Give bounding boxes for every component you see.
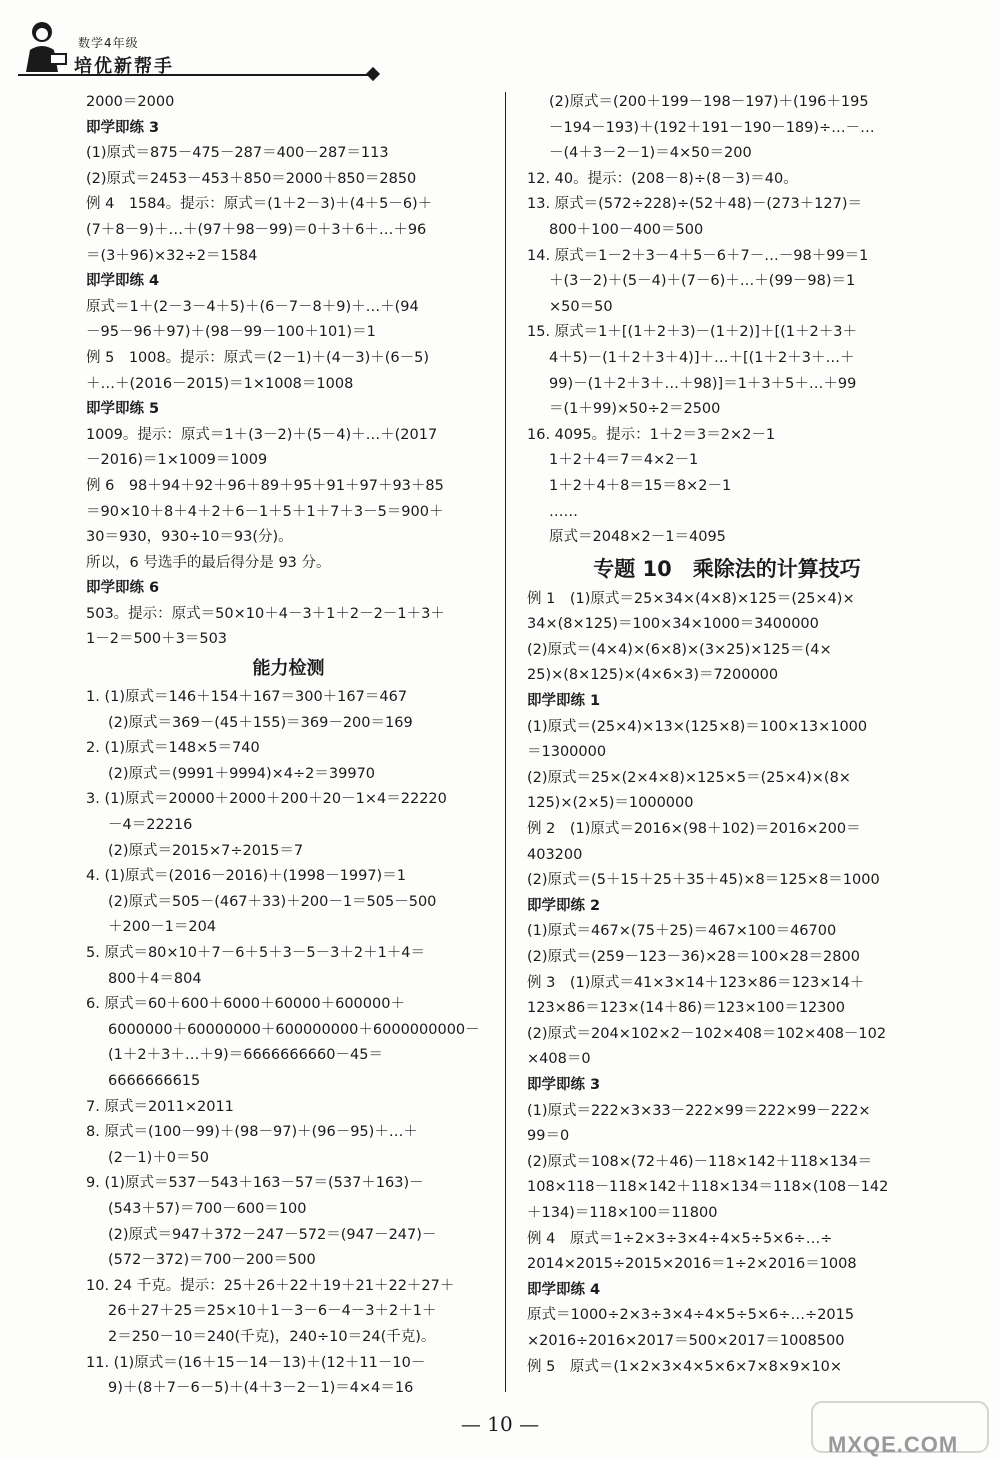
left-subheading: 即学即练 4 [86, 273, 160, 290]
right-text-line: 99)－(1＋2＋3＋…＋98)]＝1＋3＋5＋…＋99 [549, 375, 857, 392]
left-text-line: 所以，6 号选手的最后得分是 93 分。 [86, 554, 331, 571]
left-text-line: 11. (1)原式＝(16＋15－14－13)＋(12＋11－10－ [86, 1354, 426, 1371]
left-text-line: (2)原式＝2453－453＋850＝2000＋850＝2850 [86, 170, 417, 187]
left-text-line: 6000000＋60000000＋600000000＋6000000000－ [108, 1021, 480, 1038]
left-text-line: 4. (1)原式＝(2016－2016)＋(1998－1997)＝1 [86, 868, 406, 885]
right-text-line: ＝(1＋99)×50÷2＝2500 [549, 401, 721, 418]
right-text-line: 例 1 (1)原式＝25×34×(4×8)×125＝(25×4)× [527, 590, 855, 607]
right-text-line: 例 3 (1)原式＝41×3×14＋123×86＝123×14＋ [527, 974, 865, 991]
left-text-line: ＋200－1＝204 [108, 919, 217, 936]
column-divider [505, 92, 506, 1392]
left-text-line: 1009。提示：原式＝1＋(3－2)＋(5－4)＋…＋(2017 [86, 426, 438, 443]
grade-label: 数学4年级 [78, 36, 139, 50]
right-text-line: 例 5 原式＝(1×2×3×4×5×6×7×8×9×10× [527, 1358, 842, 1375]
right-text-line: ×408＝0 [527, 1051, 591, 1068]
right-text-line: (2)原式＝(200＋199－198－197)＋(196＋195 [549, 94, 869, 110]
left-text-line: (2)原式＝2015×7÷2015＝7 [108, 842, 304, 859]
watermark-text: MXQE.COM [828, 1432, 959, 1457]
right-text-line: 1＋2＋4＝7＝4×2－1 [549, 452, 699, 469]
left-text-line: (2)原式＝369－(45＋155)＝369－200＝169 [108, 714, 413, 731]
right-text-line: (2)原式＝(4×4)×(6×8)×(3×25)×125＝(4× [527, 641, 832, 658]
left-text-line: 8. 原式＝(100－99)＋(98－97)＋(96－95)＋…＋ [86, 1124, 418, 1141]
left-text-line: 9. (1)原式＝537－543＋163－57＝(537＋163)－ [86, 1175, 424, 1192]
left-text-line: (2)原式＝505－(467＋33)＋200－1＝505－500 [108, 893, 437, 910]
right-text-line: (1)原式＝222×3×33－222×99＝222×99－222× [527, 1102, 871, 1119]
left-text-line: 例 6 98＋94＋92＋96＋89＋95＋91＋97＋93＋85 [86, 477, 444, 494]
student-mascot-icon [22, 20, 70, 78]
left-text-line: 2000＝2000 [86, 94, 175, 110]
left-column [86, 90, 491, 1402]
left-text-line: (1)原式＝875－475－287＝400－287＝113 [86, 145, 389, 162]
right-text-line: ＋(3－2)＋(5－4)＋(7－6)＋…＋(99－98)＝1 [549, 273, 856, 290]
left-text-line: 3. (1)原式＝20000＋2000＋200＋20－1×4＝22220 [86, 791, 447, 808]
right-subheading: 即学即练 1 [527, 693, 601, 710]
left-text-line: 9)＋(8＋7－6－5)＋(4＋3－2－1)＝4×4＝16 [108, 1380, 414, 1397]
left-text-line: 10. 24 千克。提示：25＋26＋22＋19＋21＋22＋27＋ [86, 1277, 455, 1294]
right-text-line: 15. 原式＝1＋[(1＋2＋3)－(1＋2)]＋[(1＋2＋3＋ [527, 324, 857, 341]
left-section-title: 能力检测 [252, 658, 325, 680]
left-text-line: (2)原式＝947＋372－247－572＝(947－247)－ [108, 1226, 437, 1243]
left-text-line: 6. 原式＝60＋600＋6000＋60000＋600000＋ [86, 996, 405, 1013]
page-header [0, 0, 1000, 86]
left-text-line: 30＝930，930÷10＝93(分)。 [86, 529, 293, 546]
right-text-line: ×2016÷2016×2017＝500×2017＝1008500 [527, 1332, 845, 1349]
left-text-line: 例 5 1008。提示：原式＝(2－1)＋(4－3)＋(6－5) [86, 349, 430, 366]
left-text-line: 2. (1)原式＝148×5＝740 [86, 740, 260, 757]
left-text-line: (572－372)＝700－200＝500 [108, 1252, 316, 1269]
left-text-line: －95－96＋97)＋(98－99－100＋101)＝1 [86, 324, 376, 341]
right-text-line: 123×86＝123×(14＋86)＝123×100＝12300 [527, 1000, 845, 1017]
right-text-line: (2)原式＝204×102×2－102×408＝102×408－102 [527, 1025, 887, 1042]
left-text-line: 2＝250－10＝240(千克)，240÷10＝24(千克)。 [108, 1328, 436, 1345]
right-text-line: 13. 原式＝(572÷228)÷(52＋48)－(273＋127)＝ [527, 196, 863, 213]
left-text-line: (2－1)＋0＝50 [108, 1149, 209, 1166]
right-text-line: (2)原式＝108×(72＋46)－118×142＋118×134＝ [527, 1153, 873, 1170]
left-text-line: ＝90×10＋8＋4＋2＋6－1＋5＋1＋7＋3－5＝900＋ [86, 503, 444, 520]
left-text-line: (1＋2＋3＋…＋9)＝6666666660－45＝ [108, 1047, 383, 1064]
series-title: 培优新帮手 [74, 56, 174, 77]
right-text-line: (2)原式＝(5＋15＋25＋35＋45)×8＝125×8＝1000 [527, 872, 880, 889]
right-text-line: …… [549, 503, 578, 520]
right-text-line: 25)×(8×125)×(4×6×3)＝7200000 [527, 667, 779, 684]
left-text-line: 原式＝1＋(2－3－4＋5)＋(6－7－8＋9)＋…＋(94 [86, 298, 419, 315]
right-text-line: ＋134)＝118×100＝11800 [527, 1204, 718, 1221]
right-subheading: 即学即练 3 [527, 1076, 601, 1093]
left-text-line: ＝(3＋96)×32÷2＝1584 [86, 247, 258, 264]
left-text-line: 1－2＝500＋3＝503 [86, 631, 228, 648]
right-text-line: －194－193)＋(192＋191－190－189)÷…－… [549, 119, 875, 136]
right-text-line: 99＝0 [527, 1128, 570, 1145]
page-number: — 10 — [460, 1412, 540, 1436]
left-text-line: 503。提示：原式＝50×10＋4－3＋1＋2－2－1＋3＋ [86, 605, 445, 622]
right-subheading: 即学即练 2 [527, 897, 601, 914]
left-text-line: 800＋4＝804 [108, 970, 202, 987]
right-text-line: 原式＝2048×2－1＝4095 [549, 529, 726, 546]
left-text-line: ＋…＋(2016－2015)＝1×1008＝1008 [86, 375, 354, 392]
right-text-line: 108×118－118×142＋118×134＝118×(108－142 [527, 1179, 889, 1196]
right-text-line: (2)原式＝25×(2×4×8)×125×5＝(25×4)×(8× [527, 769, 851, 786]
left-text-line: (543＋57)＝700－600＝100 [108, 1200, 307, 1217]
right-text-line: 4＋5)－(1＋2＋3＋4)]＋…＋[(1＋2＋3＋…＋ [549, 349, 855, 366]
right-text-line: 14. 原式＝1－2＋3－4＋5－6＋7－…－98＋99＝1 [527, 247, 869, 264]
left-subheading: 即学即练 3 [86, 119, 160, 136]
right-text-line: 2014×2015÷2015×2016＝1÷2×2016＝1008 [527, 1256, 857, 1273]
left-subheading: 即学即练 6 [86, 580, 160, 597]
right-text-line: 例 4 原式＝1÷2×3÷3×4÷4×5÷5×6÷…÷ [527, 1230, 833, 1247]
left-text-line: －4＝22216 [108, 817, 193, 834]
right-text-line: (1)原式＝467×(75＋25)＝467×100＝46700 [527, 923, 837, 940]
right-text-line: 例 2 (1)原式＝2016×(98＋102)＝2016×200＝ [527, 821, 861, 838]
right-text-line: (1)原式＝(25×4)×13×(125×8)＝100×13×1000 [527, 718, 868, 735]
right-text-line: 125)×(2×5)＝1000000 [527, 795, 694, 812]
left-text-line: 6666666615 [108, 1072, 201, 1089]
right-subheading: 即学即练 4 [527, 1281, 601, 1298]
right-section-title: 专题 10 乘除法的计算技巧 [593, 556, 861, 581]
right-text-line: 12. 40。提示：(208－8)÷(8－3)＝40。 [527, 170, 798, 187]
left-text-line: 7. 原式＝2011×2011 [86, 1098, 234, 1115]
left-subheading: 即学即练 5 [86, 401, 160, 418]
right-text-line: ＝1300000 [527, 744, 607, 761]
right-text-line: 1＋2＋4＋8＝15＝8×2－1 [549, 477, 732, 494]
left-text-line: (7＋8－9)＋…＋(97＋98－99)＝0＋3＋6＋…＋96 [86, 221, 427, 238]
right-text-line: 403200 [527, 846, 583, 863]
right-text-line: (2)原式＝(259－123－36)×28＝100×28＝2800 [527, 949, 860, 965]
left-text-line: 1. (1)原式＝146＋154＋167＝300＋167＝467 [86, 689, 408, 706]
left-text-line: 5. 原式＝80×10＋7－6＋5＋3－5－3＋2＋1＋4＝ [86, 945, 426, 961]
right-text-line: 800＋100－400＝500 [549, 221, 704, 238]
right-text-line: 原式＝1000÷2×3÷3×4÷4×5÷5×6÷…÷2015 [527, 1307, 855, 1324]
left-text-line: 26＋27＋25＝25×10＋1－3－6－4－3＋2＋1＋ [108, 1303, 437, 1320]
left-text-line: 例 4 1584。提示：原式＝(1＋2－3)＋(4＋5－6)＋ [86, 196, 433, 213]
header-diamond-ornament [366, 67, 380, 81]
header-rule [18, 74, 373, 76]
right-text-line: ×50＝50 [549, 298, 613, 315]
right-text-line: 16. 4095。提示：1＋2＝3＝2×2－1 [527, 426, 776, 443]
right-column [527, 90, 927, 1380]
right-text-line: －(4＋3－2－1)＝4×50＝200 [549, 145, 752, 162]
right-text-line: 34×(8×125)＝100×34×1000＝3400000 [527, 616, 819, 633]
left-text-line: (2)原式＝(9991＋9994)×4÷2＝39970 [108, 765, 376, 782]
left-text-line: －2016)＝1×1009＝1009 [86, 452, 268, 469]
